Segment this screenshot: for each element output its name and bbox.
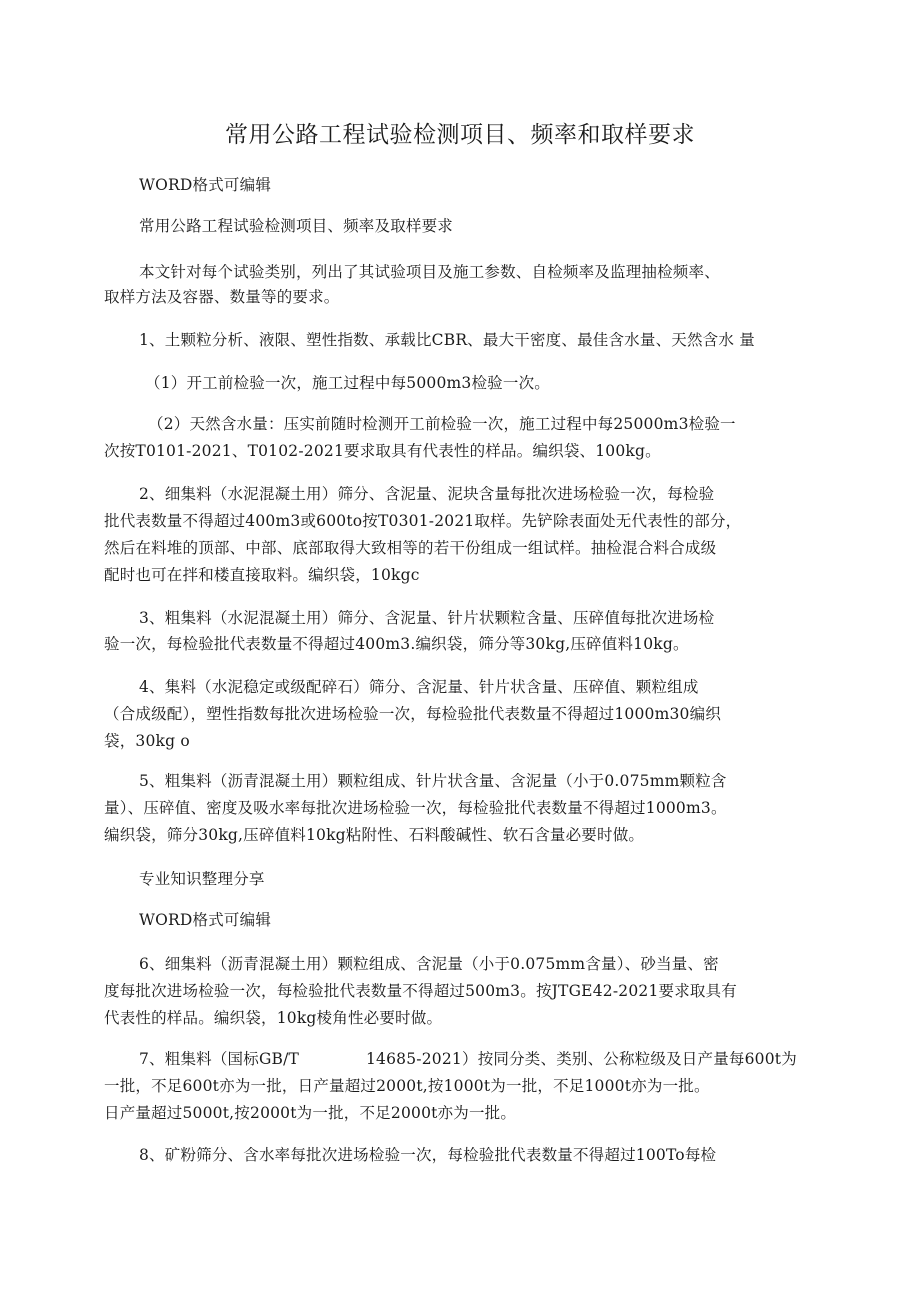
item-5-line-1: 5、粗集料（沥青混凝土用）颗粒组成、针片状含量、含泥量（小于0.075mm颗粒含 [139, 772, 727, 790]
item-4-line-1: 4、集料（水泥稳定或级配碎石）筛分、含泥量、针片状含量、压碎值、颗粒组成 [139, 678, 699, 696]
item-6-line-1: 6、细集料（沥青混凝土用）颗粒组成、含泥量（小于0.075mm含量）、砂当量、密 [139, 955, 719, 973]
intro-line-1: 本文针对每个试验类别，列出了其试验项目及施工参数、自检频率及监理抽检频率、 [139, 263, 720, 281]
item-2-line-2: 批代表数量不得超过400m3或600to按T0301-2021取样。先铲除表面处无代表性的部分， [104, 512, 742, 530]
item-1-sub-1: （1）开工前检验一次，施工过程中每5000m3检验一次。 [145, 374, 550, 392]
item-2-line-1: 2、细集料（水泥混凝土用）筛分、含泥量、泥块含量每批次进场检验一次，每检验 [139, 485, 715, 503]
subtitle: 常用公路工程试验检测项目、频率及取样要求 [139, 217, 454, 235]
item-1-sub-2-line-2: 次按T0101-2021、T0102-2021要求取具有代表性的样品。编织袋、100kg。 [104, 442, 661, 460]
item-3-line-1: 3、粗集料（水泥混凝土用）筛分、含泥量、针片状颗粒含量、压碎值每批次进场检 [139, 609, 715, 627]
item-7-line-1a: 7、粗集料（国标GB/T [139, 1050, 300, 1068]
item-5-line-2: 量）、压碎值、密度及吸水率每批次进场检验一次，每检验批代表数量不得超过1000m3。 [104, 799, 727, 817]
item-2-line-3: 然后在料堆的顶部、中部、底部取得大致相等的若干份组成一组试样。抽检混合料合成级 [104, 539, 717, 557]
item-2-line-4: 配时也可在拌和楼直接取料。编织袋，10kgc [104, 566, 420, 584]
footer-share-text: 专业知识整理分享 [139, 870, 265, 888]
item-4-line-3: 袋，30kg o [104, 732, 190, 750]
header-watermark-text: WORD格式可编辑 [139, 176, 272, 194]
item-4-line-2: （合成级配），塑性指数每批次进场检验一次，每检验批代表数量不得超过1000m30编织 [104, 705, 722, 723]
item-8-line-1: 8、矿粉筛分、含水率每批次进场检验一次，每检验批代表数量不得超过100To每检 [139, 1146, 717, 1164]
header-watermark-text-2: WORD格式可编辑 [139, 911, 272, 929]
item-1-line: 1、土颗粒分析、液限、塑性指数、承载比CBR、最大干密度、最佳含水量、天然含水 量 [139, 331, 755, 349]
intro-line-2: 取样方法及容器、数量等的要求。 [104, 288, 340, 306]
item-6-line-3: 代表性的样品。编织袋，10kg棱角性必要时做。 [104, 1009, 443, 1027]
item-3-line-2: 验一次，每检验批代表数量不得超过400m3.编织袋，筛分等30kg,压碎值料10kg。 [104, 635, 689, 653]
item-1-sub-2-line-1: （2）天然含水量：压实前随时检测开工前检验一次，施工过程中每25000m3检验一 [148, 415, 736, 433]
item-7-line-3: 日产量超过5000t,按2000t为一批，不足2000t亦为一批。 [104, 1104, 517, 1122]
item-7-line-2: 一批，不足600t亦为一批，日产量超过2000t,按1000t为一批，不足1000t亦为一批。 [104, 1077, 710, 1095]
document-title: 常用公路工程试验检测项目、频率和取样要求 [225, 122, 695, 148]
item-6-line-2: 度每批次进场检验一次，每检验批代表数量不得超过500m3。按JTGE42-2021要求取具有 [104, 982, 738, 1000]
item-7-line-1b: 14685-2021）按同分类、类别、公称粒级及日产量每600t为 [366, 1050, 797, 1068]
item-5-line-3: 编织袋，筛分30kg,压碎值料10kg粘附性、石料酸碱性、软石含量必要时做。 [104, 826, 645, 844]
